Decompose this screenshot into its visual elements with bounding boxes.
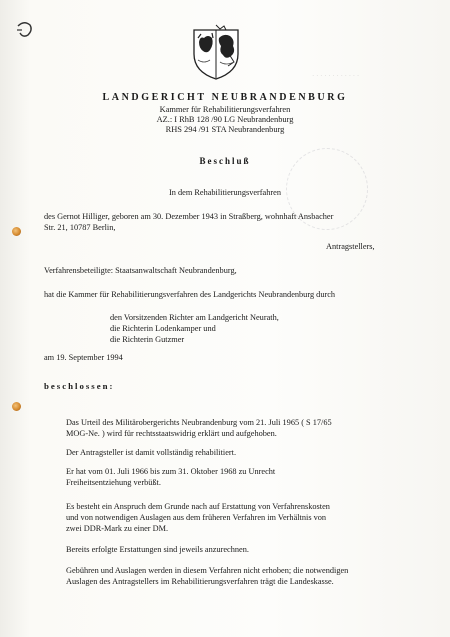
judge-2: die Richterin Lodenkamper und [110,324,216,333]
paragraph-6-line-1: Gebühren und Auslagen werden in diesem Verfahren nicht erhoben; die notwendigen [66,566,349,575]
paragraph-2: Der Antragsteller ist damit vollständig rehabilitiert. [66,448,237,457]
court-name: LANDGERICHT NEUBRANDENBURG [102,92,348,103]
judge-1: den Vorsitzenden Richter am Landgericht Neurath, [110,313,279,322]
punch-hole-bottom [12,402,21,411]
document-title: Beschluß [199,156,251,166]
handwritten-mark-icon [14,18,36,40]
paragraph-1-line-1: Das Urteil des Militärobergerichts Neubrandenburg vom 21. Juli 1965 ( S 17/65 [66,418,332,427]
applicant-role: Antragstellers, [326,242,375,251]
paragraph-4-line-3: zwei DDR-Mark zu einer DM. [66,524,169,533]
chamber-name: Kammer für Rehabilitierungsverfahren [159,105,291,114]
paragraph-5: Bereits erfolgte Erstattungen sind jeweils anzurechnen. [66,545,249,554]
coat-of-arms-icon [190,24,242,80]
paragraph-3-line-2: Freiheitsentziehung verbüßt. [66,478,161,487]
applicant-line-1: des Gernot Hilliger, geboren am 30. Dezember 1943 in Straßberg, wohnhaft Ansbacher [44,212,334,221]
punch-hole-top [12,227,21,236]
paragraph-4-line-1: Es besteht ein Anspruch dem Grunde nach auf Erstattung von Verfahrenskosten [66,502,330,511]
decided-heading: beschlossen: [44,381,115,391]
file-number: AZ.: I RhB 128 /90 LG Neubrandenburg [156,115,294,124]
applicant-line-2: Str. 21, 10787 Berlin, [44,223,116,232]
intro-line: In dem Rehabilitierungsverfahren [169,188,281,197]
bleed-through-text: · · · · · · · · · · · · [312,72,360,80]
paragraph-6-line-2: Auslagen des Antragstellers im Rehabilitierungsverfahren trägt die Landeskasse. [66,577,334,586]
prosecution-file-number: RHS 294 /91 STA Neubrandenburg [165,125,285,134]
chamber-line: hat die Kammer für Rehabilitierungsverfahren des Landgerichts Neubrandenburg durch [44,290,336,299]
decision-date: am 19. September 1994 [44,353,123,362]
judge-3: die Richterin Gutzmer [110,335,185,344]
paragraph-1-line-2: MOG-Ne. ) wird für rechtsstaatswidrig erklärt und aufgehoben. [66,429,277,438]
participant-line: Verfahrensbeteiligte: Staatsanwaltschaft Neubrandenburg, [44,266,237,275]
paragraph-4-line-2: und von notwendigen Auslagen aus dem früheren Verfahren im Verhältnis von [66,513,327,522]
paragraph-3-line-1: Er hat vom 01. Juli 1966 bis zum 31. Oktober 1968 zu Unrecht [66,467,276,476]
